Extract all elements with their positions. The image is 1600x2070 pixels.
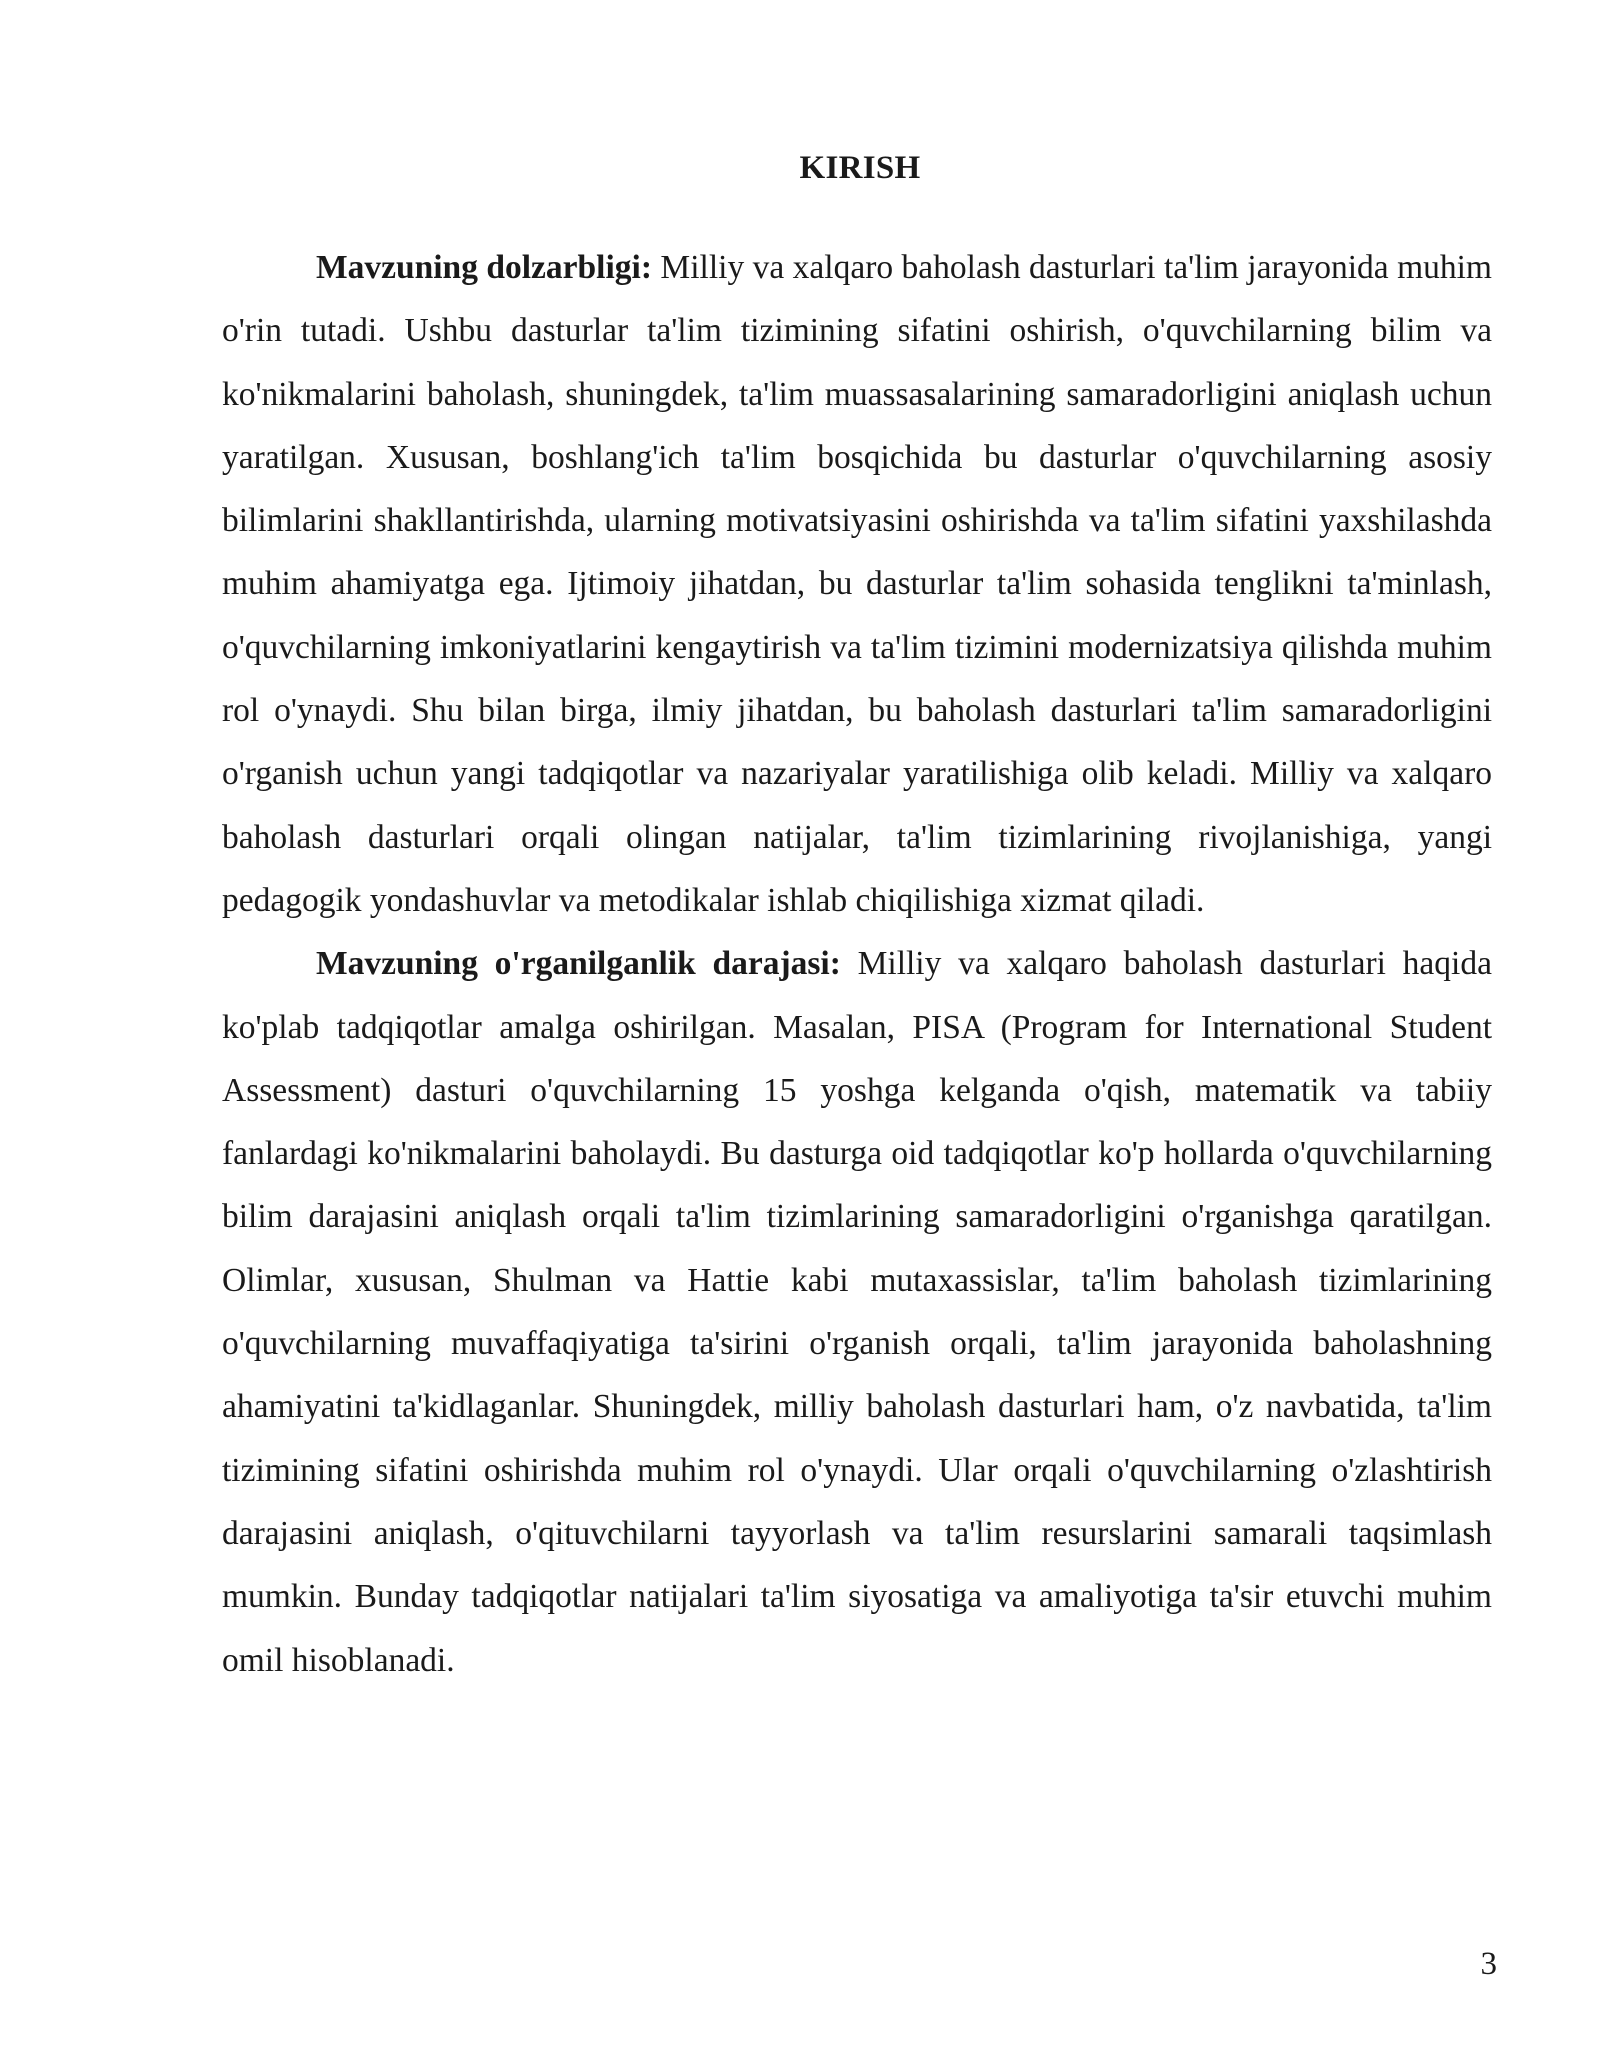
body-text [222,236,1492,1692]
paragraph-text-relevance: Milliy va xalqaro baholash dasturlari ta'lim jarayonida muhim o'rin tutadi. Ushbu dasturlar ta'lim tizimining sifatini oshirish, o'quvchilarning bilim va ko'nikmalarini baholash, shuningdek, ta'lim muassasalarining samaradorligini aniqlash uchun yaratilgan. Xususan, boshlang'ich ta'lim bosqichida bu dasturlar o'quvchilarning asosiy bilimlarini shakllantirishda, ularning motivatsiyasini oshirishda va ta'lim sifatini yaxshilashda muhim ahamiyatga ega. Ijtimoiy jihatdan, bu dasturlar ta'lim sohasida tenglikni ta'minlash, o'quvchilarning imkoniyatlarini kengaytirish va ta'lim tizimini modernizatsiya qilishda muhim rol o'ynaydi. Shu bilan birga, ilmiy jihatdan, bu baholash dasturlari ta'lim samaradorligini o'rganish uchun yangi tadqiqotlar va nazariyalar yaratilishiga olib keladi. Milliy va xalqaro baholash dasturlari orqali olingan natijalar, ta'lim tizimlarining rivojlanishiga, yangi pedagogik yondashuvlar va metodikalar ishlab chiqilishiga xizmat qiladi. [222,249,1492,919]
paragraph-study-level [222,932,1492,1692]
page-title: KIRISH [799,150,921,186]
paragraph-lead-relevance: Mavzuning dolzarbligi: [316,249,652,286]
paragraph-text-study-level: Milliy va xalqaro baholash dasturlari haqida ko'plab tadqiqotlar amalga oshirilgan. Masalan, PISA (Program for International Student Assessment) dasturi o'quvchilarning 15 yoshga kelganda o'qish, matematik va tabiiy fanlardagi ko'nikmalarini baholaydi. Bu dasturga oid tadqiqotlar ko'p hollarda o'quvchilarning bilim darajasini aniqlash orqali ta'lim tizimlarining samaradorligini o'rganishga qaratilgan. Olimlar, xususan, Shulman va Hattie kabi mutaxassislar, ta'lim baholash tizimlarining o'quvchilarning muvaffaqiyatiga ta'sirini o'rganish orqali, ta'lim jarayonida baholashning ahamiyatini ta'kidlaganlar. Shuningdek, milliy baholash dasturlari ham, o'z navbatida, ta'lim tizimining sifatini oshirishda muhim rol o'ynaydi. Ular orqali o'quvchilarning o'zlashtirish darajasini aniqlash, o'qituvchilarni tayyorlash va ta'lim resurslarini samarali taqsimlash mumkin. Bunday tadqiqotlar natijalari ta'lim siyosatiga va amaliyotiga ta'sir etuvchi muhim omil hisoblanadi. [222,945,1492,1679]
page-number: 3 [1480,1946,1497,1982]
paragraph-lead-study-level: Mavzuning o'rganilganlik darajasi: [316,945,841,983]
paragraph-relevance [222,236,1492,932]
